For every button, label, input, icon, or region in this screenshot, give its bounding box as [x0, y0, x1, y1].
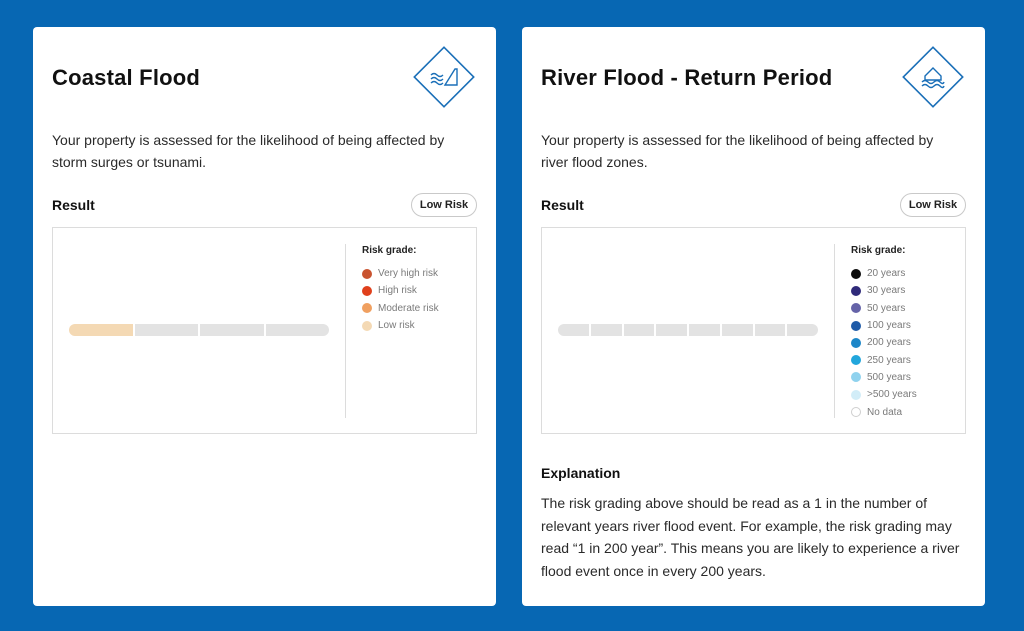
legend-label: 30 years [867, 285, 906, 297]
river-flood-description: Your property is assessed for the likelihood of being affected by river flood zones. [541, 132, 934, 170]
panel-divider [834, 244, 835, 418]
risk-badge: Low Risk [411, 193, 477, 217]
risk-badge: Low Risk [900, 193, 966, 217]
legend-swatch-icon [362, 286, 372, 296]
legend-swatch-icon [362, 269, 372, 279]
river-flood-title: River Flood - Return Period [541, 65, 833, 90]
risk-bar-segment-filled [69, 324, 133, 336]
legend-label: >500 years [867, 389, 917, 401]
legend-item [851, 369, 917, 386]
legend-item [851, 334, 917, 351]
return-period-segment [787, 324, 818, 336]
legend-swatch-icon [362, 321, 372, 331]
legend-item [362, 317, 439, 334]
legend-title: Risk grade: [851, 245, 906, 256]
legend-label: 100 years [867, 320, 911, 332]
legend-label: Low risk [378, 320, 415, 332]
risk-bar-segment [135, 324, 199, 336]
return-period-segment [755, 324, 786, 336]
risk-bar-segment [266, 324, 330, 336]
return-period-segment [558, 324, 589, 336]
legend-swatch-icon [851, 407, 861, 417]
coastal-flood-title: Coastal Flood [52, 65, 201, 90]
legend-swatch-icon [362, 303, 372, 313]
legend-swatch-icon [851, 372, 861, 382]
legend-title: Risk grade: [362, 245, 417, 256]
legend-label: Very high risk [378, 268, 439, 280]
coastal-wave-wall-icon [409, 42, 479, 112]
legend-label: 200 years [867, 337, 911, 349]
coastal-flood-card [33, 27, 496, 606]
return-period-segment [689, 324, 720, 336]
risk-bar-segment [200, 324, 264, 336]
legend-item [362, 265, 439, 282]
explanation-title: Explanation [541, 465, 621, 481]
legend-swatch-icon [851, 321, 861, 331]
return-period-bar [558, 324, 818, 336]
legend-item [851, 403, 917, 420]
legend-swatch-icon [851, 390, 861, 400]
legend-label: No data [867, 406, 903, 418]
explanation-text: The risk grading above should be read as a 1 in the number of relevant years river flood event. For example, the risk grading may read “1 in 200 year”. This means you are likely to experience a river flood event once in every 200 years. [541, 495, 960, 579]
legend-swatch-icon [851, 338, 861, 348]
legend-item [851, 351, 917, 368]
legend-label: Moderate risk [378, 302, 439, 314]
return-period-segment [722, 324, 753, 336]
legend-item [851, 282, 917, 299]
coastal-legend [362, 245, 439, 334]
river-flood-card [522, 27, 985, 606]
legend-item [362, 282, 439, 299]
legend-swatch-icon [851, 269, 861, 279]
coastal-result-panel [52, 227, 477, 434]
legend-swatch-icon [851, 286, 861, 296]
river-result-panel [541, 227, 966, 434]
coastal-flood-description: Your property is assessed for the likelihood of being affected by storm surges or tsunami. [52, 132, 445, 170]
risk-bar [69, 324, 329, 336]
legend-label: 20 years [867, 268, 906, 280]
legend-item [851, 386, 917, 403]
result-label: Result [52, 197, 95, 213]
return-period-segment [624, 324, 655, 336]
legend-label: 250 years [867, 354, 911, 366]
legend-item [851, 317, 917, 334]
legend-item [362, 300, 439, 317]
return-period-segment [591, 324, 622, 336]
legend-item [851, 265, 917, 282]
legend-swatch-icon [851, 303, 861, 313]
legend-label: 500 years [867, 371, 911, 383]
panel-divider [345, 244, 346, 418]
result-label: Result [541, 197, 584, 213]
river-house-wave-icon [898, 42, 968, 112]
legend-swatch-icon [851, 355, 861, 365]
return-period-segment [656, 324, 687, 336]
river-legend [851, 245, 917, 421]
legend-item [851, 300, 917, 317]
legend-label: High risk [378, 285, 417, 297]
legend-label: 50 years [867, 302, 906, 314]
